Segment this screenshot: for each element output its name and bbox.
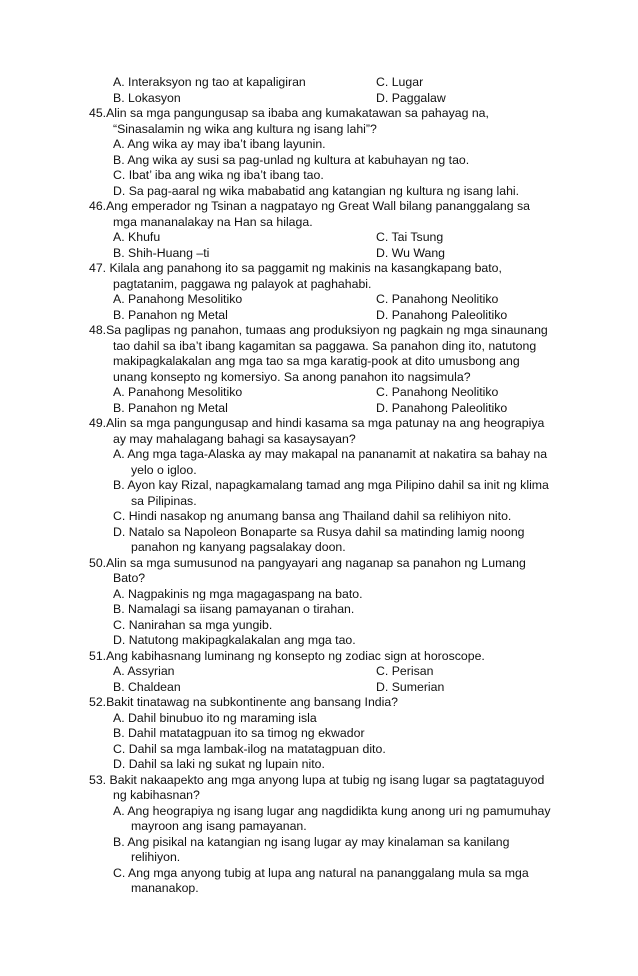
q45-stem-cont: “Sinasalamin ng wika ang kultura ng isang lahi”? <box>113 122 377 136</box>
q49-option-d-cont: panahon ng kanyang pagsalakay doon. <box>131 540 346 554</box>
q46-stem-cont: mga mananalakay na Han sa hilaga. <box>113 215 313 229</box>
q45-option-b: B. Ang wika ay susi sa pag-unlad ng kultura at kabuhayan ng tao. <box>113 153 470 167</box>
q49-stem: 49.Alin sa mga pangungusap and hindi kasama sa mga patunay na ang heograpiya <box>89 416 545 430</box>
q49-option-a: A. Ang mga taga-Alaska ay may makapal na pananamit at nakatira sa bahay na <box>113 447 548 461</box>
q49-option-b: B. Ayon kay Rizal, napagkamalang tamad ang mga Pilipino dahil sa init ng klima <box>113 478 549 492</box>
q46-option-a: A. Khufu <box>113 230 161 244</box>
q45-stem: 45.Alin sa mga pangungusap sa ibaba ang kumakatawan sa pahayag na, <box>89 106 489 120</box>
q44-option-d: D. Paggalaw <box>376 91 446 105</box>
q51-option-b: B. Chaldean <box>113 680 181 694</box>
q48-option-b: B. Panahon ng Metal <box>113 401 228 415</box>
q51-option-a: A. Assyrian <box>113 664 175 678</box>
q50-stem-cont: Bato? <box>113 571 146 585</box>
q50-stem: 50.Alin sa mga sumusunod na pangyayari ang naganap sa panahon ng Lumang <box>89 556 526 570</box>
q48-option-d: D. Panahong Paleolitiko <box>376 401 508 415</box>
q49-option-c: C. Hindi nasakop ng anumang bansa ang Thailand dahil sa relihiyon nito. <box>113 509 512 523</box>
q46-option-d: D. Wu Wang <box>376 246 446 260</box>
q47-option-b: B. Panahon ng Metal <box>113 308 228 322</box>
q45-option-d: D. Sa pag-aaral ng wika mababatid ang katangian ng kultura ng isang lahi. <box>113 184 520 198</box>
q46-option-c: C. Tai Tsung <box>376 230 444 244</box>
q49-option-d: D. Natalo sa Napoleon Bonaparte sa Rusya dahil sa matinding lamig noong <box>113 525 525 539</box>
q46-stem: 46.Ang emperador ng Tsinan a nagpatayo ng Great Wall bilang pananggalang sa <box>89 199 530 213</box>
q49-option-a-cont: yelo o igloo. <box>131 463 197 477</box>
q45-option-c: C. Ibat’ iba ang wika ng iba’t ibang tao. <box>113 168 324 182</box>
q48-stem: 48.Sa paglipas ng panahon, tumaas ang produksiyon ng pagkain ng mga sinaunang <box>89 323 548 337</box>
q53-option-b: B. Ang pisikal na katangian ng isang lugar ay may kinalaman sa kanilang <box>113 835 510 849</box>
q48-stem-cont-1: tao dahil sa iba’t ibang kagamitan sa paggawa. Sa panahon ding ito, natutong <box>113 339 537 353</box>
q47-option-c: C. Panahong Neolitiko <box>376 292 499 306</box>
q51-stem: 51.Ang kabihasnang luminang ng konsepto ng zodiac sign at horoscope. <box>89 649 485 663</box>
q49-option-b-cont: sa Pilipinas. <box>131 494 197 508</box>
q51-option-d: D. Sumerian <box>376 680 445 694</box>
q47-stem: 47. Kilala ang panahong ito sa paggamit ng makinis na kasangkapang bato, <box>89 261 502 275</box>
q49-stem-cont: ay may mahalagang bahagi sa kasaysayan? <box>113 432 356 446</box>
q53-stem-cont: ng kabihasnan? <box>113 788 200 802</box>
q44-option-c: C. Lugar <box>376 75 424 89</box>
q53-option-c: C. Ang mga anyong tubig at lupa ang natural na pananggalang mula sa mga <box>113 866 529 880</box>
q44-option-a: A. Interaksyon ng tao at kapaligiran <box>113 75 306 89</box>
q53-stem: 53. Bakit nakaapekto ang mga anyong lupa at tubig ng isang lugar sa pagtataguyod <box>89 773 545 787</box>
q48-option-a: A. Panahong Mesolitiko <box>113 385 243 399</box>
q46-option-b: B. Shih-Huang –ti <box>113 246 210 260</box>
q52-option-d: D. Dahil sa laki ng sukat ng lupain nito. <box>113 757 325 771</box>
q45-option-a: A. Ang wika ay may iba’t ibang layunin. <box>113 137 326 151</box>
q53-option-a: A. Ang heograpiya ng isang lugar ang nagdidikta kung anong uri ng pamumuhay <box>113 804 551 818</box>
q48-stem-cont-3: unang konsepto ng komersiyo. Sa anong panahon ito nagsimula? <box>113 370 471 384</box>
q52-option-c: C. Dahil sa mga lambak-ilog na matatagpuan dito. <box>113 742 386 756</box>
q47-stem-cont: pagtatanim, paggawa ng palayok at paghahabi. <box>113 277 372 291</box>
q47-option-a: A. Panahong Mesolitiko <box>113 292 243 306</box>
q48-stem-cont-2: makipagkalakalan ang mga tao sa mga karatig-pook at dito umusbong ang <box>113 354 520 368</box>
q53-option-a-cont: mayroon ang isang pamayanan. <box>131 819 307 833</box>
q50-option-c: C. Nanirahan sa mga yungib. <box>113 618 273 632</box>
q47-option-d: D. Panahong Paleolitiko <box>376 308 508 322</box>
q52-stem: 52.Bakit tinatawag na subkontinente ang bansang India? <box>89 695 399 709</box>
q52-option-a: A. Dahil binubuo ito ng maraming isla <box>113 711 317 725</box>
q48-option-c: C. Panahong Neolitiko <box>376 385 499 399</box>
q50-option-b: B. Namalagi sa iisang pamayanan o tirahan. <box>113 602 355 616</box>
q53-option-b-cont: relihiyon. <box>131 850 181 864</box>
q51-option-c: C. Perisan <box>376 664 434 678</box>
q53-option-c-cont: mananakop. <box>131 881 199 895</box>
q50-option-d: D. Natutong makipagkalakalan ang mga tao. <box>113 633 356 647</box>
q44-option-b: B. Lokasyon <box>113 91 181 105</box>
q52-option-b: B. Dahil matatagpuan ito sa timog ng ekwador <box>113 726 365 740</box>
q50-option-a: A. Nagpakinis ng mga magagaspang na bato. <box>113 587 363 601</box>
